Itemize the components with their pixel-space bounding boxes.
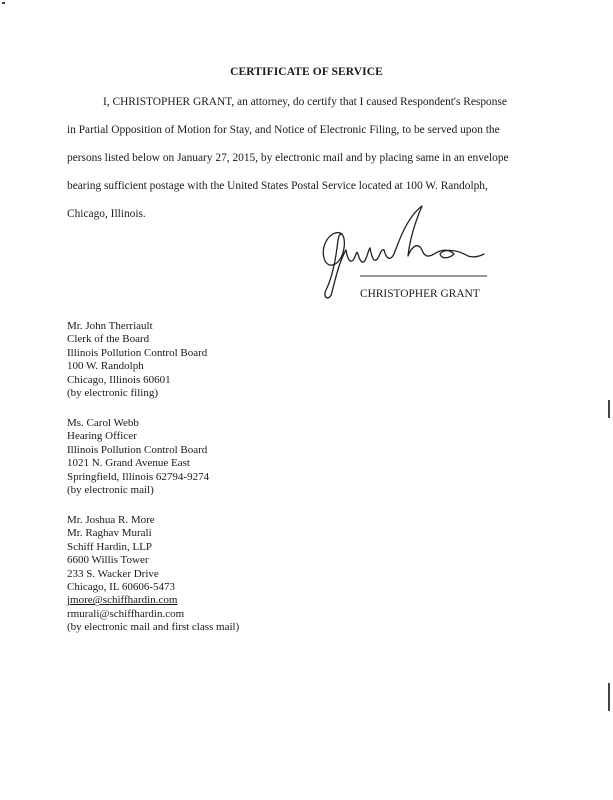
recipient-line: (by electronic mail)	[67, 484, 154, 497]
recipient-line: Chicago, IL 60606-5473	[67, 581, 176, 594]
recipient-email: rmurali@schiffhardin.com	[67, 607, 185, 620]
recipient-line: (by electronic filing)	[67, 387, 159, 400]
body-line-4: bearing sufficient postage with the United States Postal Service located at 100 W. Randolph,	[67, 180, 488, 192]
recipient-line: Mr. Raghav Murali	[67, 527, 152, 540]
recipient-block-1	[67, 320, 207, 400]
recipient-email-link[interactable]: jmore@schiffhardin.com	[67, 594, 178, 607]
recipient-line: Mr. John Therriault	[67, 320, 153, 332]
recipient-block-3	[67, 514, 239, 635]
scan-edge-mark	[608, 400, 610, 418]
recipient-line: Chicago, Illinois 60601	[67, 373, 171, 386]
recipient-line: Mr. Joshua R. More	[67, 514, 155, 526]
recipient-line: Schiff Hardin, LLP	[67, 540, 153, 553]
recipient-line: Clerk of the Board	[67, 333, 150, 346]
document-title: CERTIFICATE OF SERVICE	[230, 66, 383, 78]
body-line-5: Chicago, Illinois.	[67, 208, 146, 220]
recipient-line: (by electronic mail and first class mail)	[67, 621, 240, 634]
scan-edge-mark	[608, 683, 610, 711]
recipient-line: Illinois Pollution Control Board	[67, 346, 208, 359]
recipient-line: 233 S. Wacker Drive	[67, 567, 159, 580]
recipient-line: 100 W. Randolph	[67, 360, 144, 373]
recipient-line: Springfield, Illinois 62794-9274	[67, 470, 210, 483]
recipient-line: 6600 Willis Tower	[67, 554, 149, 567]
recipient-line: 1021 N. Grand Avenue East	[67, 457, 190, 470]
body-line-3: persons listed below on January 27, 2015, by electronic mail and by placing same in an envelope	[67, 152, 509, 164]
recipient-line: Illinois Pollution Control Board	[67, 443, 208, 456]
recipient-block-2	[67, 417, 209, 497]
body-line-2: in Partial Opposition of Motion for Stay, and Notice of Electronic Filing, to be served upon the	[67, 124, 500, 136]
recipient-line: Ms. Carol Webb	[67, 417, 139, 429]
signatory-name: CHRISTOPHER GRANT	[360, 288, 480, 300]
body-line-1: I, CHRISTOPHER GRANT, an attorney, do certify that I caused Respondent's Response	[103, 96, 507, 108]
recipient-line: Hearing Officer	[67, 430, 137, 443]
scan-speck	[2, 2, 5, 4]
